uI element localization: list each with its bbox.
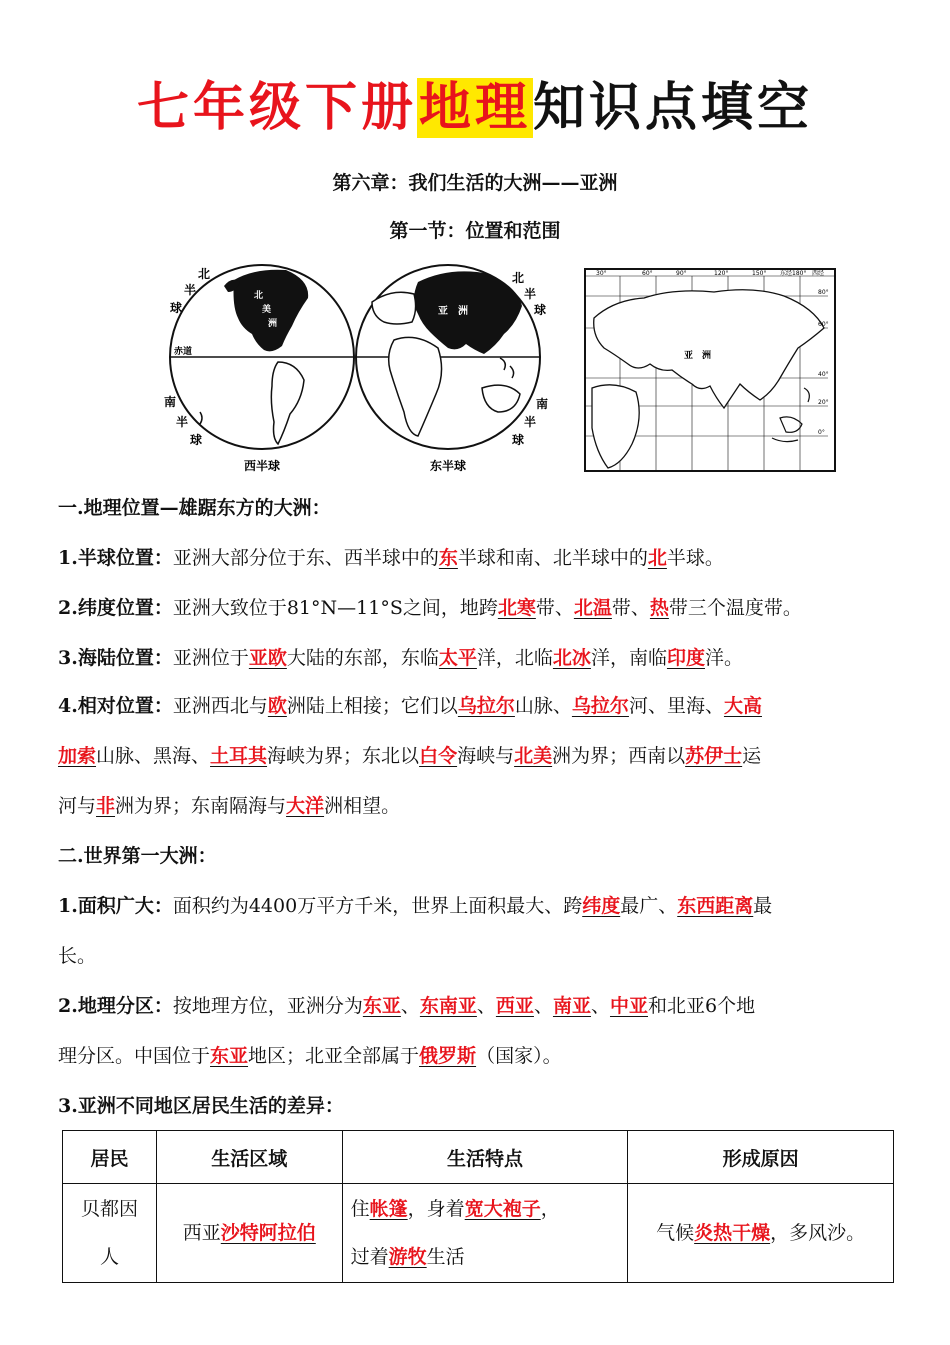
answer-blank: 北温	[573, 597, 612, 619]
header-resident: 居民	[63, 1131, 157, 1184]
lat-label-5: 0°	[818, 429, 825, 436]
lon-label-2: 60°	[642, 270, 653, 277]
answer-blank: 热	[649, 597, 669, 619]
table-row	[63, 1184, 894, 1283]
cell-region: 西亚沙特阿拉伯	[156, 1184, 342, 1283]
na-label-2: 美	[262, 305, 272, 315]
answer-blank: 欧	[267, 695, 287, 717]
answer-blank: 帐篷	[369, 1198, 408, 1220]
lon-label-7: 西经	[812, 270, 825, 277]
answer-blank: 南亚	[552, 995, 591, 1017]
answer-blank: 大高	[723, 695, 762, 717]
section-heading: 第一节：位置和范围	[389, 220, 561, 242]
south-label-right-2: 半	[524, 415, 537, 429]
header-cause: 形成原因	[628, 1131, 894, 1184]
north-label-left-1: 北	[198, 267, 211, 281]
asia-label-map: 亚 洲	[684, 351, 712, 361]
answer-blank: 北	[647, 547, 667, 569]
answer-blank: 乌拉尔	[457, 695, 515, 717]
asia-map	[584, 268, 836, 472]
na-label-1: 北	[254, 291, 264, 301]
answer-blank: 土耳其	[210, 745, 268, 767]
answer-blank: 东南亚	[419, 995, 477, 1017]
north-label-right-3: 球	[534, 303, 547, 317]
answer-blank: 太平	[438, 647, 477, 669]
south-label-right-3: 球	[512, 433, 525, 447]
answer-blank: 俄罗斯	[419, 1045, 477, 1067]
answer-blank: 东亚	[362, 995, 401, 1017]
section-1-heading: 一.地理位置—雄踞东方的大洲：	[58, 497, 331, 519]
answer-blank: 沙特阿拉伯	[220, 1222, 316, 1244]
answer-blank: 中亚	[609, 995, 648, 1017]
line-latitude-position: 2.纬度位置：亚洲大致位于81°N—11°S之间，地跨北寒带、北温带、热带三个温度带。	[58, 597, 802, 619]
south-label-left-3: 球	[190, 433, 203, 447]
north-label-left-2: 半	[184, 283, 197, 297]
east-hemisphere-label: 东半球	[430, 459, 467, 473]
answer-blank: 游牧	[388, 1246, 427, 1268]
line-resident-differences: 3.亚洲不同地区居民生活的差异：	[58, 1095, 344, 1117]
answer-blank: 纬度	[582, 895, 621, 917]
title-part-3: 知识点填空	[533, 78, 814, 138]
lat-label-3: 40°	[818, 371, 829, 378]
answer-blank: 宽大袍子	[464, 1198, 541, 1220]
header-features: 生活特点	[342, 1131, 628, 1184]
chapter-heading: 第六章：我们生活的大洲——亚洲	[332, 172, 618, 194]
west-hemisphere-label: 西半球	[244, 459, 281, 473]
answer-blank: 大洋	[286, 795, 325, 817]
answer-blank: 炎热干燥	[694, 1222, 771, 1244]
lat-label-1: 80°	[818, 289, 829, 296]
answer-blank: 东西距离	[677, 895, 754, 917]
line-relative-position: 4.相对位置：亚洲西北与欧洲陆上相接；它们以乌拉尔山脉、乌拉尔河、里海、大高	[58, 695, 762, 717]
north-label-left-3: 球	[170, 301, 183, 315]
line-regions: 2.地理分区：按地理方位，亚洲分为东亚、东南亚、西亚、南亚、中亚和北亚6个地	[58, 995, 756, 1017]
header-region: 生活区域	[156, 1131, 342, 1184]
cell-resident: 贝都因 人	[63, 1184, 157, 1283]
answer-blank: 印度	[666, 647, 705, 669]
south-label-left-1: 南	[164, 395, 177, 409]
line-area: 1.面积广大：面积约为4400万平方千米，世界上面积最大、跨纬度最广、东西距离最	[58, 895, 773, 917]
lon-label-5: 150°	[752, 270, 767, 277]
answer-blank: 亚欧	[248, 647, 287, 669]
line-regions-2: 理分区。中国位于东亚地区；北亚全部属于俄罗斯（国家）。	[58, 1045, 562, 1067]
line-relative-position-3: 河与非洲为界；东南隔海与大洋洲相望。	[58, 795, 401, 817]
equator-label: 赤道	[174, 347, 193, 357]
answer-blank: 白令	[419, 745, 458, 767]
lon-label-3: 90°	[676, 270, 687, 277]
lat-label-4: 20°	[818, 399, 829, 406]
north-label-right-1: 北	[512, 271, 525, 285]
resident-life-table	[62, 1130, 894, 1283]
answer-blank: 北美	[514, 745, 553, 767]
answer-blank: 加索	[58, 745, 97, 767]
na-label-3: 洲	[268, 319, 278, 329]
answer-blank: 北冰	[552, 647, 591, 669]
lat-label-2: 60°	[818, 321, 829, 328]
cell-cause: 气候炎热干燥，多风沙。	[628, 1184, 894, 1283]
asia-label-hemi: 亚 洲	[438, 306, 468, 317]
title-part-2: 地理	[418, 78, 531, 138]
cell-features: 住帐篷，身着宽大袍子， 过着游牧生活	[342, 1184, 628, 1283]
answer-blank: 乌拉尔	[571, 695, 629, 717]
answer-blank: 西亚	[495, 995, 534, 1017]
line-hemisphere-position: 1.半球位置：亚洲大部分位于东、西半球中的东半球和南、北半球中的北半球。	[58, 547, 724, 569]
line-relative-position-2: 加索山脉、黑海、土耳其海峡为界；东北以白令海峡与北美洲为界；西南以苏伊士运	[58, 745, 762, 767]
title-part-1: 七年级下册	[136, 78, 417, 138]
line-area-2: 长。	[58, 945, 97, 967]
line-sea-land-position: 3.海陆位置：亚洲位于亚欧大陆的东部，东临太平洋，北临北冰洋，南临印度洋。	[58, 647, 743, 669]
north-label-right-2: 半	[524, 287, 537, 301]
south-label-left-2: 半	[176, 415, 189, 429]
section-2-heading: 二.世界第一大洲：	[58, 845, 217, 867]
page-title	[0, 68, 950, 148]
answer-blank: 东亚	[210, 1045, 249, 1067]
answer-blank: 苏伊士	[685, 745, 743, 767]
east-hemisphere	[356, 265, 540, 449]
hemisphere-map	[160, 262, 560, 482]
table-header-row	[63, 1131, 894, 1184]
answer-blank: 非	[96, 795, 116, 817]
lon-label-6: 东经180°	[780, 270, 807, 277]
lon-label-4: 120°	[714, 270, 729, 277]
lon-label-1: 30°	[596, 270, 607, 277]
answer-blank: 北寒	[497, 597, 536, 619]
answer-blank: 东	[438, 547, 458, 569]
south-label-right-1: 南	[536, 397, 549, 411]
